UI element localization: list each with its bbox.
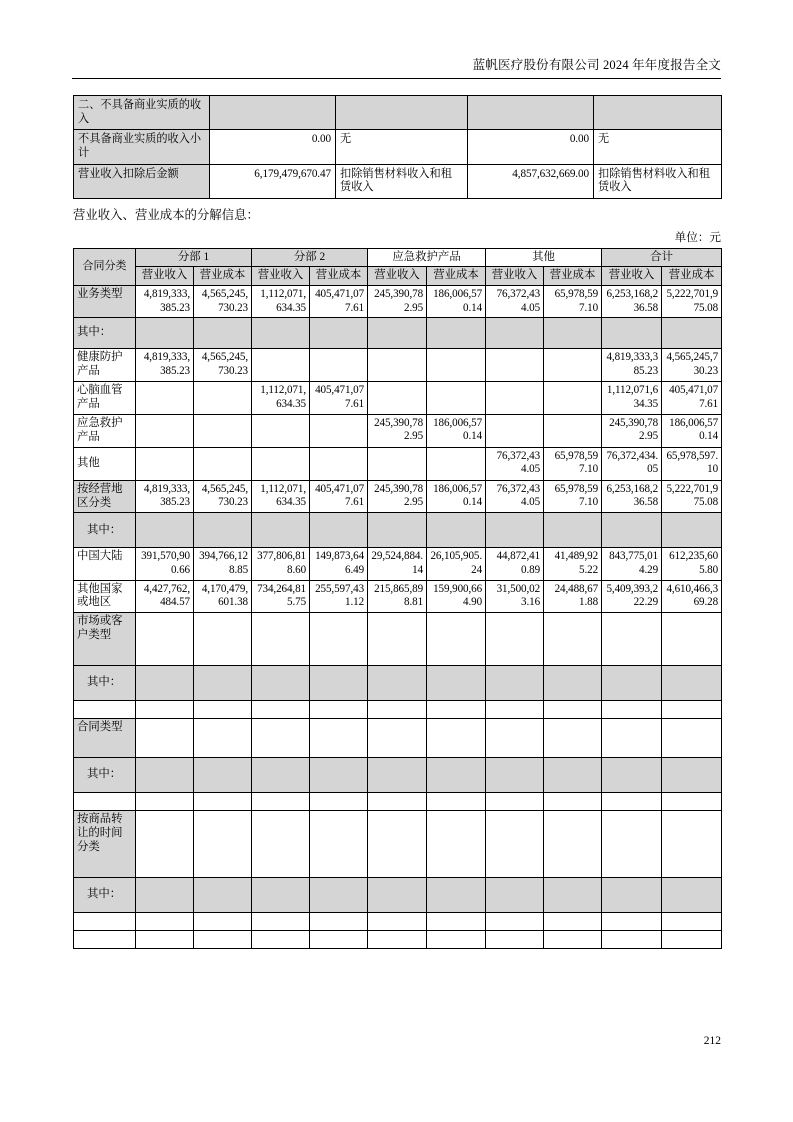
cell	[486, 931, 544, 949]
table2-sub-header-row	[74, 267, 722, 286]
cell: 186,006,570.14	[427, 286, 486, 318]
table-row	[74, 811, 722, 878]
cell	[427, 513, 486, 548]
cell	[602, 758, 662, 793]
cell	[602, 318, 662, 349]
cell	[136, 513, 194, 548]
cell	[252, 666, 310, 701]
table-row	[74, 480, 722, 513]
cell	[427, 913, 486, 931]
row-label	[74, 701, 136, 719]
cell: 215,865,898.81	[368, 580, 427, 613]
cell	[136, 382, 194, 415]
cell	[194, 318, 252, 349]
cell: 5,222,701,975.08	[662, 286, 722, 318]
cell-note-2	[594, 96, 722, 130]
table-row	[74, 318, 722, 349]
table-row	[74, 613, 722, 666]
cell: 5,409,393,222.29	[602, 580, 662, 613]
cell	[602, 878, 662, 913]
table-row	[74, 666, 722, 701]
cell	[310, 793, 368, 811]
table-row	[74, 513, 722, 548]
table-row	[74, 164, 722, 198]
cell	[602, 513, 662, 548]
cell	[544, 513, 602, 548]
cell-value-2: 4,857,632,669.00	[468, 164, 594, 198]
cell	[544, 414, 602, 447]
cell	[486, 513, 544, 548]
row-label: 不具备商业实质的收入小计	[74, 130, 210, 164]
cell	[544, 382, 602, 415]
cell	[544, 613, 602, 666]
table-row	[74, 414, 722, 447]
sub-header-revenue-total: 营业收入	[602, 267, 662, 286]
cell	[662, 318, 722, 349]
corner-label: 合同分类	[74, 248, 136, 286]
cell	[662, 793, 722, 811]
cell: 245,390,782.95	[602, 414, 662, 447]
row-label: 按商品转让的时间分类	[74, 811, 136, 878]
cell: 24,488,671.88	[544, 580, 602, 613]
cell: 4,565,245,730.23	[662, 349, 722, 382]
cell: 4,819,333,385.23	[136, 480, 194, 513]
row-label: 其中：	[74, 318, 136, 349]
table-row	[74, 931, 722, 949]
cell: 186,006,570.14	[427, 414, 486, 447]
cell	[136, 719, 194, 758]
cell: 6,253,168,236.58	[602, 480, 662, 513]
cell: 4,610,466,369.28	[662, 580, 722, 613]
group-header-other: 其他	[486, 248, 602, 267]
cell-value-1	[210, 96, 336, 130]
cell: 76,372,434.05	[486, 480, 544, 513]
sub-header-cost-4: 营业成本	[544, 267, 602, 286]
cell	[427, 758, 486, 793]
cell	[310, 349, 368, 382]
cell	[486, 382, 544, 415]
cell	[194, 666, 252, 701]
cell: 65,978,597.10	[544, 480, 602, 513]
cell	[486, 811, 544, 878]
cell	[602, 913, 662, 931]
row-label: 营业收入扣除后金额	[74, 164, 210, 198]
cell	[252, 414, 310, 447]
cell: 65,978,597.10	[662, 447, 722, 480]
cell	[136, 878, 194, 913]
cell	[486, 349, 544, 382]
cell	[368, 447, 427, 480]
cell: 245,390,782.95	[368, 480, 427, 513]
cell-value-1: 0.00	[210, 130, 336, 164]
cell	[544, 666, 602, 701]
cell	[662, 758, 722, 793]
cell	[136, 666, 194, 701]
cell	[136, 318, 194, 349]
cell	[310, 913, 368, 931]
cell	[427, 931, 486, 949]
cell	[252, 318, 310, 349]
cell	[368, 513, 427, 548]
cell	[194, 613, 252, 666]
cell-note-1	[336, 96, 468, 130]
cell	[427, 793, 486, 811]
cell	[310, 811, 368, 878]
cell	[544, 349, 602, 382]
table-row	[74, 96, 722, 130]
cell	[194, 414, 252, 447]
cell	[194, 931, 252, 949]
cell	[486, 414, 544, 447]
cell	[368, 613, 427, 666]
cell	[368, 811, 427, 878]
cell	[662, 701, 722, 719]
cell	[662, 878, 722, 913]
table-row	[74, 447, 722, 480]
group-header-segment-1: 分部 1	[136, 248, 252, 267]
cell: 4,565,245,730.23	[194, 349, 252, 382]
cell: 76,372,434.05	[486, 286, 544, 318]
row-label: 合同类型	[74, 719, 136, 758]
cell	[544, 701, 602, 719]
cell	[544, 878, 602, 913]
cell: 149,873,646.49	[310, 548, 368, 580]
cell: 4,819,333,385.23	[136, 349, 194, 382]
row-label: 中国大陆	[74, 548, 136, 580]
cell	[310, 719, 368, 758]
cell	[486, 666, 544, 701]
cell: 5,222,701,975.08	[662, 480, 722, 513]
cell	[602, 701, 662, 719]
cell: 159,900,664.90	[427, 580, 486, 613]
cell: 1,112,071,634.35	[252, 480, 310, 513]
section-caption: 营业收入、营业成本的分解信息：	[73, 207, 259, 222]
cell	[310, 758, 368, 793]
cell	[368, 349, 427, 382]
sub-header-cost-total: 营业成本	[662, 267, 722, 286]
cell	[544, 931, 602, 949]
table-row	[74, 382, 722, 415]
table2-body	[74, 248, 722, 949]
table1-body	[74, 96, 722, 199]
cell	[486, 913, 544, 931]
cell	[136, 931, 194, 949]
cell: 245,390,782.95	[368, 286, 427, 318]
cell	[486, 793, 544, 811]
cell	[194, 811, 252, 878]
cell	[136, 758, 194, 793]
cell	[310, 878, 368, 913]
cell: 41,489,925.22	[544, 548, 602, 580]
cell	[368, 318, 427, 349]
row-label: 业务类型	[74, 286, 136, 318]
cell	[194, 447, 252, 480]
revenue-cost-breakdown-table	[73, 248, 722, 950]
cell	[427, 701, 486, 719]
page-content	[73, 95, 721, 1047]
cell: 405,471,077.61	[310, 382, 368, 415]
cell	[310, 931, 368, 949]
cell: 65,978,597.10	[544, 286, 602, 318]
cell: 734,264,815.75	[252, 580, 310, 613]
cell: 4,170,479,601.38	[194, 580, 252, 613]
cell	[427, 349, 486, 382]
table-row	[74, 286, 722, 318]
cell: 31,500,023.16	[486, 580, 544, 613]
cell	[252, 513, 310, 548]
table-row	[74, 719, 722, 758]
cell	[368, 719, 427, 758]
cell	[252, 349, 310, 382]
cell	[136, 793, 194, 811]
cell: 4,427,762,484.57	[136, 580, 194, 613]
cell: 4,565,245,730.23	[194, 480, 252, 513]
table-row	[74, 793, 722, 811]
cell	[136, 447, 194, 480]
row-label	[74, 931, 136, 949]
cell-note-2: 扣除销售材料收入和租赁收入	[594, 164, 722, 198]
cell	[544, 913, 602, 931]
cell	[427, 447, 486, 480]
cell	[252, 931, 310, 949]
row-label: 市场或客户类型	[74, 613, 136, 666]
cell	[194, 878, 252, 913]
cell	[310, 613, 368, 666]
page-number: 212	[703, 1035, 721, 1047]
group-header-segment-2: 分部 2	[252, 248, 368, 267]
cell	[252, 758, 310, 793]
cell: 186,006,570.14	[662, 414, 722, 447]
cell	[427, 382, 486, 415]
cell-note-1: 无	[336, 130, 468, 164]
cell	[310, 701, 368, 719]
cell	[194, 719, 252, 758]
table-row	[74, 878, 722, 913]
cell	[194, 913, 252, 931]
table-row	[74, 580, 722, 613]
row-label: 其中：	[74, 878, 136, 913]
cell	[310, 513, 368, 548]
cell: 76,372,434.05	[486, 447, 544, 480]
table-row	[74, 913, 722, 931]
cell	[368, 793, 427, 811]
cell	[136, 913, 194, 931]
cell	[427, 666, 486, 701]
row-label: 应急救护产品	[74, 414, 136, 447]
cell	[136, 414, 194, 447]
cell	[486, 878, 544, 913]
cell-note-2: 无	[594, 130, 722, 164]
cell	[194, 701, 252, 719]
cell	[602, 613, 662, 666]
cell	[310, 666, 368, 701]
cell	[194, 513, 252, 548]
cell-value-1: 6,179,479,670.47	[210, 164, 336, 198]
cell	[427, 811, 486, 878]
cell	[194, 382, 252, 415]
sub-header-revenue-3: 营业收入	[368, 267, 427, 286]
row-label: 其他国家或地区	[74, 580, 136, 613]
cell	[252, 701, 310, 719]
row-label: 其中：	[74, 666, 136, 701]
cell	[486, 701, 544, 719]
table-row	[74, 548, 722, 580]
cell	[310, 318, 368, 349]
cell: 377,806,818.60	[252, 548, 310, 580]
cell	[252, 793, 310, 811]
sub-header-revenue-1: 营业收入	[136, 267, 194, 286]
cell	[602, 931, 662, 949]
cell	[602, 666, 662, 701]
cell: 391,570,900.66	[136, 548, 194, 580]
cell: 1,112,071,634.35	[252, 286, 310, 318]
cell	[310, 414, 368, 447]
cell	[252, 447, 310, 480]
cell-value-2	[468, 96, 594, 130]
cell	[252, 719, 310, 758]
header-rule	[72, 78, 721, 79]
cell	[544, 758, 602, 793]
cell	[544, 811, 602, 878]
cell: 843,775,014.29	[602, 548, 662, 580]
row-label: 健康防护产品	[74, 349, 136, 382]
cell	[662, 513, 722, 548]
cell	[662, 613, 722, 666]
row-label: 二、不具备商业实质的收入	[74, 96, 210, 130]
cell	[602, 811, 662, 878]
cell	[486, 758, 544, 793]
cell	[662, 811, 722, 878]
cell	[252, 811, 310, 878]
table-row	[74, 130, 722, 164]
cell	[368, 931, 427, 949]
group-header-emergency-care: 应急救护产品	[368, 248, 486, 267]
cell: 26,105,905.24	[427, 548, 486, 580]
cell	[194, 758, 252, 793]
cell: 1,112,071,634.35	[602, 382, 662, 415]
row-label	[74, 913, 136, 931]
running-header: 蓝帆医疗股份有限公司 2024 年年度报告全文	[472, 58, 721, 72]
row-label: 心脑血管产品	[74, 382, 136, 415]
cell	[662, 666, 722, 701]
cell	[368, 701, 427, 719]
cell	[136, 613, 194, 666]
cell: 245,390,782.95	[368, 414, 427, 447]
cell	[368, 382, 427, 415]
cell	[136, 811, 194, 878]
cell: 1,112,071,634.35	[252, 382, 310, 415]
cell: 405,471,077.61	[310, 480, 368, 513]
cell	[602, 793, 662, 811]
table-row	[74, 758, 722, 793]
cell: 76,372,434.05	[602, 447, 662, 480]
cell: 394,766,128.85	[194, 548, 252, 580]
group-header-total: 合计	[602, 248, 722, 267]
cell	[427, 878, 486, 913]
cell: 186,006,570.14	[427, 480, 486, 513]
cell	[194, 793, 252, 811]
cell: 65,978,597.10	[544, 447, 602, 480]
cell	[486, 719, 544, 758]
cell: 255,597,431.12	[310, 580, 368, 613]
cell	[252, 878, 310, 913]
row-label: 其他	[74, 447, 136, 480]
cell	[368, 758, 427, 793]
cell	[544, 719, 602, 758]
cell	[662, 719, 722, 758]
cell	[544, 793, 602, 811]
cell	[544, 318, 602, 349]
cell	[252, 913, 310, 931]
cell: 405,471,077.61	[310, 286, 368, 318]
cell-value-2: 0.00	[468, 130, 594, 164]
cell	[486, 613, 544, 666]
row-label	[74, 793, 136, 811]
cell	[310, 447, 368, 480]
cell	[427, 719, 486, 758]
table-row	[74, 349, 722, 382]
table-row	[74, 701, 722, 719]
cell-note-1: 扣除销售材料收入和租赁收入	[336, 164, 468, 198]
cell: 44,872,410.89	[486, 548, 544, 580]
cell	[427, 613, 486, 666]
unit-label: 单位：元	[674, 230, 721, 244]
cell	[602, 719, 662, 758]
cell: 4,819,333,385.23	[136, 286, 194, 318]
sub-header-cost-1: 营业成本	[194, 267, 252, 286]
cell	[252, 613, 310, 666]
cell	[662, 931, 722, 949]
cell	[368, 878, 427, 913]
row-label: 其中：	[74, 513, 136, 548]
cell	[368, 666, 427, 701]
cell	[427, 318, 486, 349]
sub-header-revenue-2: 营业收入	[252, 267, 310, 286]
row-label: 其中：	[74, 758, 136, 793]
row-label: 按经营地区分类	[74, 480, 136, 513]
cell	[136, 701, 194, 719]
sub-header-revenue-4: 营业收入	[486, 267, 544, 286]
cell: 29,524,884.14	[368, 548, 427, 580]
cell	[486, 318, 544, 349]
non-commercial-substance-table	[73, 95, 722, 199]
cell: 6,253,168,236.58	[602, 286, 662, 318]
sub-header-cost-2: 营业成本	[310, 267, 368, 286]
cell: 405,471,077.61	[662, 382, 722, 415]
table2-group-header-row	[74, 248, 722, 267]
cell	[368, 913, 427, 931]
cell: 4,819,333,385.23	[602, 349, 662, 382]
cell	[662, 913, 722, 931]
sub-header-cost-3: 营业成本	[427, 267, 486, 286]
cell: 4,565,245,730.23	[194, 286, 252, 318]
cell: 612,235,605.80	[662, 548, 722, 580]
